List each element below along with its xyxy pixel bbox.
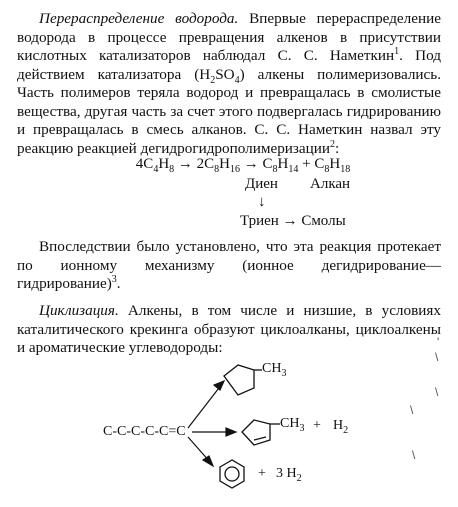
- margin-mark: \: [410, 403, 414, 417]
- polymerization-equation: [0, 155, 458, 173]
- p1-sub: 3: [281, 367, 287, 379]
- triene-to-resins: [240, 213, 346, 230]
- eq-plus: +: [298, 156, 315, 172]
- product3-hydrogen: [276, 466, 302, 482]
- methylcyclopentane-ring: [224, 365, 262, 395]
- eq-s3: 8: [214, 164, 220, 175]
- p1-text-a: Впервые перераспределение водорода в процессе превращения алкенов в присутствии кислотных катализаторов наблюдал С. С. Наметкин: [17, 10, 441, 64]
- eq-c3: C: [262, 156, 273, 172]
- p1-ch: CH: [262, 361, 282, 376]
- eq-s1: 4: [153, 164, 159, 175]
- label-diene: Диен: [245, 176, 278, 192]
- margin-mark: \: [435, 385, 439, 399]
- eq-h3: H: [277, 156, 289, 172]
- p1-text-d: ) алкены полимеризовались. Часть полимеров теряла водород и превращалась в смолистые вещества, другая часть за счет этого подвергалась гидрированию и превращалась в смесь алканов. С. С. Наметкин назвал эту реакцию реакцией дегидрогидрополимеризации: [17, 65, 441, 157]
- p2-hsub: 2: [343, 424, 349, 436]
- eq-s6: 14: [288, 164, 299, 175]
- p3-text: Алкены, в том числе и низшие, в условиях каталитического крекинга образуют циклоалканы, циклоалкены и ароматические углеводороды:: [17, 302, 441, 356]
- eq-h1: H: [158, 156, 170, 172]
- label-resins: Смолы: [301, 213, 346, 229]
- margin-mark: \: [412, 448, 416, 462]
- eq-h4: H: [329, 156, 341, 172]
- eq-c2: 2C: [196, 156, 215, 172]
- p1-text-b: . Под действием катализатора (H: [17, 47, 442, 83]
- methylcyclopentene-ring: [242, 420, 280, 445]
- term-hydrogen-redistribution: Перераспределение водорода.: [39, 10, 239, 27]
- eq-c4: C: [314, 156, 325, 172]
- p2-text-b: .: [116, 275, 121, 292]
- p1-text-e: :: [335, 139, 340, 157]
- arrowhead-to-cycloalkane: [214, 381, 224, 390]
- footnote-ref-2: 2: [330, 138, 336, 150]
- label-triene: Триен: [240, 213, 279, 229]
- p3-hsub: 2: [296, 472, 302, 484]
- arrowhead-to-cycloalkene: [226, 428, 236, 436]
- eq-arrow-2: →: [240, 156, 263, 172]
- p2-h: H: [333, 418, 344, 433]
- h2so4-sub-2: 2: [210, 74, 216, 86]
- term-cyclization: Циклизация.: [39, 302, 119, 319]
- footnote-ref-3: 3: [111, 273, 117, 285]
- paragraph-ionic-mechanism: [17, 238, 441, 294]
- eq-s5: 8: [272, 164, 278, 175]
- reactant-hexene: C-C-C-C-C=C: [103, 424, 186, 439]
- p1-text-c: SO: [215, 65, 235, 83]
- margin-mark: \: [435, 350, 439, 364]
- p2-sub: 3: [299, 422, 305, 434]
- eq-arrow-1: →: [174, 156, 197, 172]
- margin-mark: ': [437, 335, 440, 349]
- paragraph-hydrogen-redistribution: [17, 10, 441, 158]
- eq-s4: 16: [230, 164, 241, 175]
- eq-s8: 18: [340, 164, 351, 175]
- product2-methyl: [280, 416, 304, 432]
- arrowhead-to-benzene: [203, 456, 213, 466]
- p2-text-a: Впоследствии было установлено, что эта реакция протекает по ионному механизму (ионное дегидрирование—гидрирование): [17, 238, 441, 292]
- arrow-to-benzene: [188, 437, 210, 462]
- benzene-ring: [220, 460, 244, 488]
- product2-hydrogen: [333, 418, 348, 434]
- footnote-ref-1: 1: [394, 45, 400, 57]
- p3-h: H: [286, 466, 297, 481]
- product3-plus: +: [258, 466, 266, 481]
- product2-plus: +: [313, 418, 321, 433]
- down-arrow: ↓: [258, 194, 266, 210]
- label-alkane: Алкан: [310, 176, 351, 192]
- paragraph-cyclization: [17, 302, 441, 358]
- product1-methyl: [262, 361, 286, 377]
- arrow-to-cycloalkane: [188, 384, 222, 428]
- p2-ch: CH: [280, 416, 300, 431]
- p3-coef: 3: [276, 466, 283, 481]
- h2so4-sub-4: 4: [234, 74, 240, 86]
- eq-s2: 8: [169, 164, 175, 175]
- eq-s7: 8: [324, 164, 330, 175]
- eq-arrow-3: →: [278, 213, 302, 229]
- eq-c1: 4C: [135, 156, 154, 172]
- eq-h2: H: [219, 156, 231, 172]
